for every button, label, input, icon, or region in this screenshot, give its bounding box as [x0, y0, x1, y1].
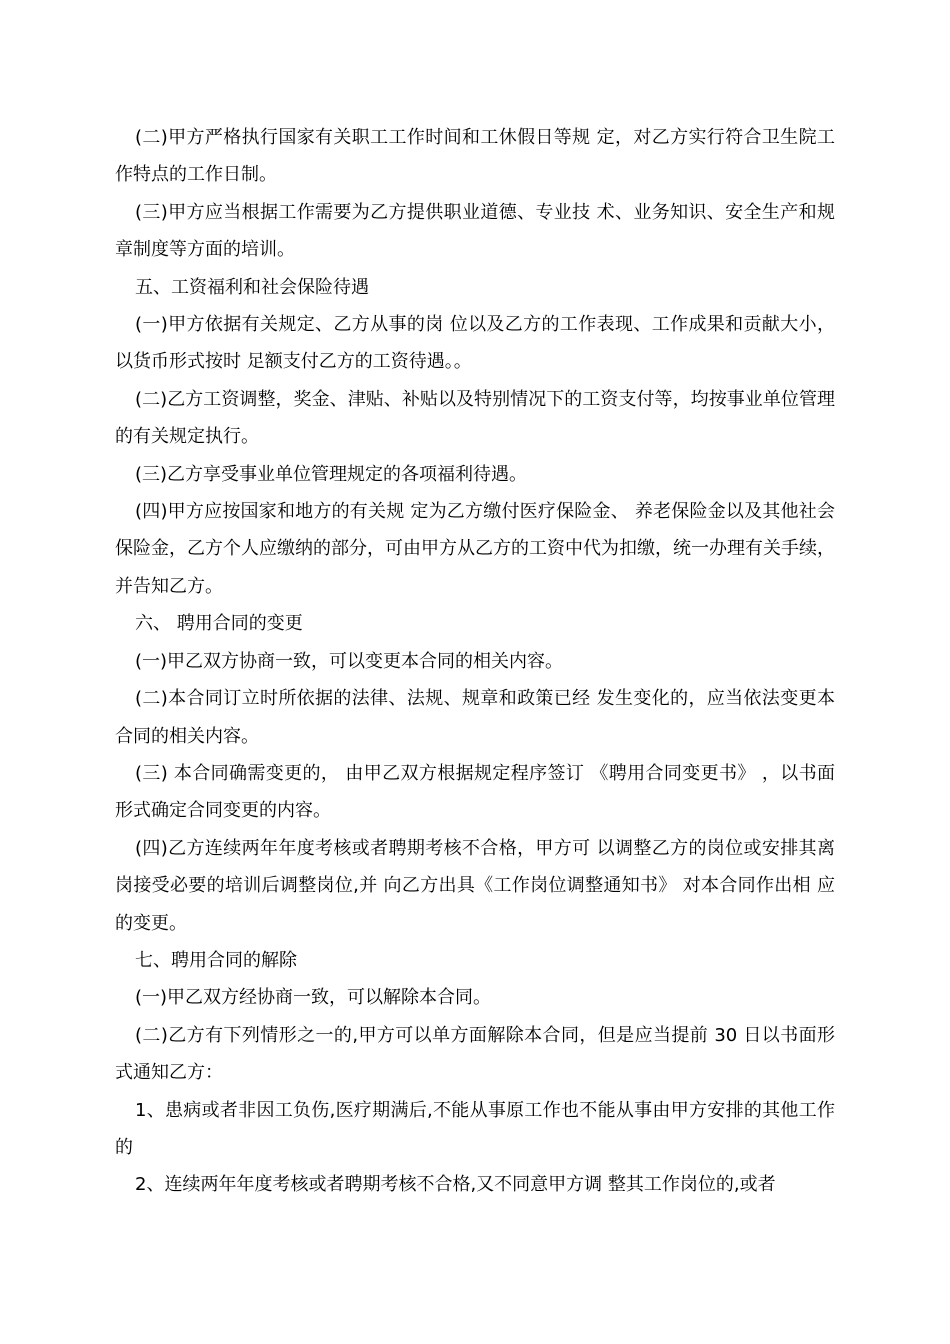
- paragraph: (一)甲乙双方协商一致，可以变更本合同的相关内容。: [135, 650, 564, 672]
- paragraph: (二)乙方工资调整，奖金、津贴、补贴以及特别情况下的工资支付等，均按事业单位管理的有关规定执行。: [115, 388, 835, 448]
- paragraph: 1、患病或者非因工负伤,医疗期满后,不能从事原工作也不能从事由甲方安排的其他工作的: [115, 1099, 835, 1158]
- paragraph: (一)甲乙双方经协商一致，可以解除本合同。: [135, 987, 492, 1009]
- paragraph: 2、连续两年年度考核或者聘期考核不合格,又不同意甲方调 整其工作岗位的,或者: [135, 1174, 776, 1196]
- paragraph: (三)甲方应当根据工作需要为乙方提供职业道德、专业技 术、业务知识、安全生产和规章制度等方面的培训。: [115, 201, 835, 261]
- paragraph: (四)甲方应按国家和地方的有关规 定为乙方缴付医疗保险金、 养老保险金以及其他社会保险金，乙方个人应缴纳的部分，可由甲方从乙方的工资中代为扣缴，统一办理有关手续，并告知乙方。: [115, 501, 835, 597]
- paragraph: (二)乙方有下列情形之一的,甲方可以单方面解除本合同，但是应当提前 30 日以书面形式通知乙方：: [115, 1024, 835, 1084]
- paragraph: (二)本合同订立时所依据的法律、法规、规章和政策已经 发生变化的，应当依法变更本合同的相关内容。: [115, 688, 835, 747]
- paragraph: (四)乙方连续两年年度考核或者聘期考核不合格，甲方可 以调整乙方的岗位或安排其离岗接受必要的培训后调整岗位,并 向乙方出具《工作岗位调整通知书》 对本合同作出相 应的变更。: [115, 837, 835, 934]
- paragraph: (三)乙方享受事业单位管理规定的各项福利待遇。: [135, 463, 528, 485]
- paragraph: (一)甲方依据有关规定、乙方从事的岗 位以及乙方的工作表现、工作成果和贡献大小，以货币形式按时 足额支付乙方的工资待遇。。: [115, 314, 835, 373]
- paragraph: (三) 本合同确需变更的， 由甲乙双方根据规定程序签订 《聘用合同变更书》 ，以书面形式确定合同变更的内容。: [115, 762, 835, 822]
- paragraph: (二)甲方严格执行国家有关职工工作时间和工休假日等规 定，对乙方实行符合卫生院工作特点的工作日制。: [115, 127, 835, 186]
- document-body: [115, 119, 835, 1204]
- section-heading: 七、聘用合同的解除: [135, 949, 297, 971]
- section-heading: 六、 聘用合同的变更: [135, 613, 303, 635]
- section-heading: 五、工资福利和社会保险待遇: [135, 276, 369, 298]
